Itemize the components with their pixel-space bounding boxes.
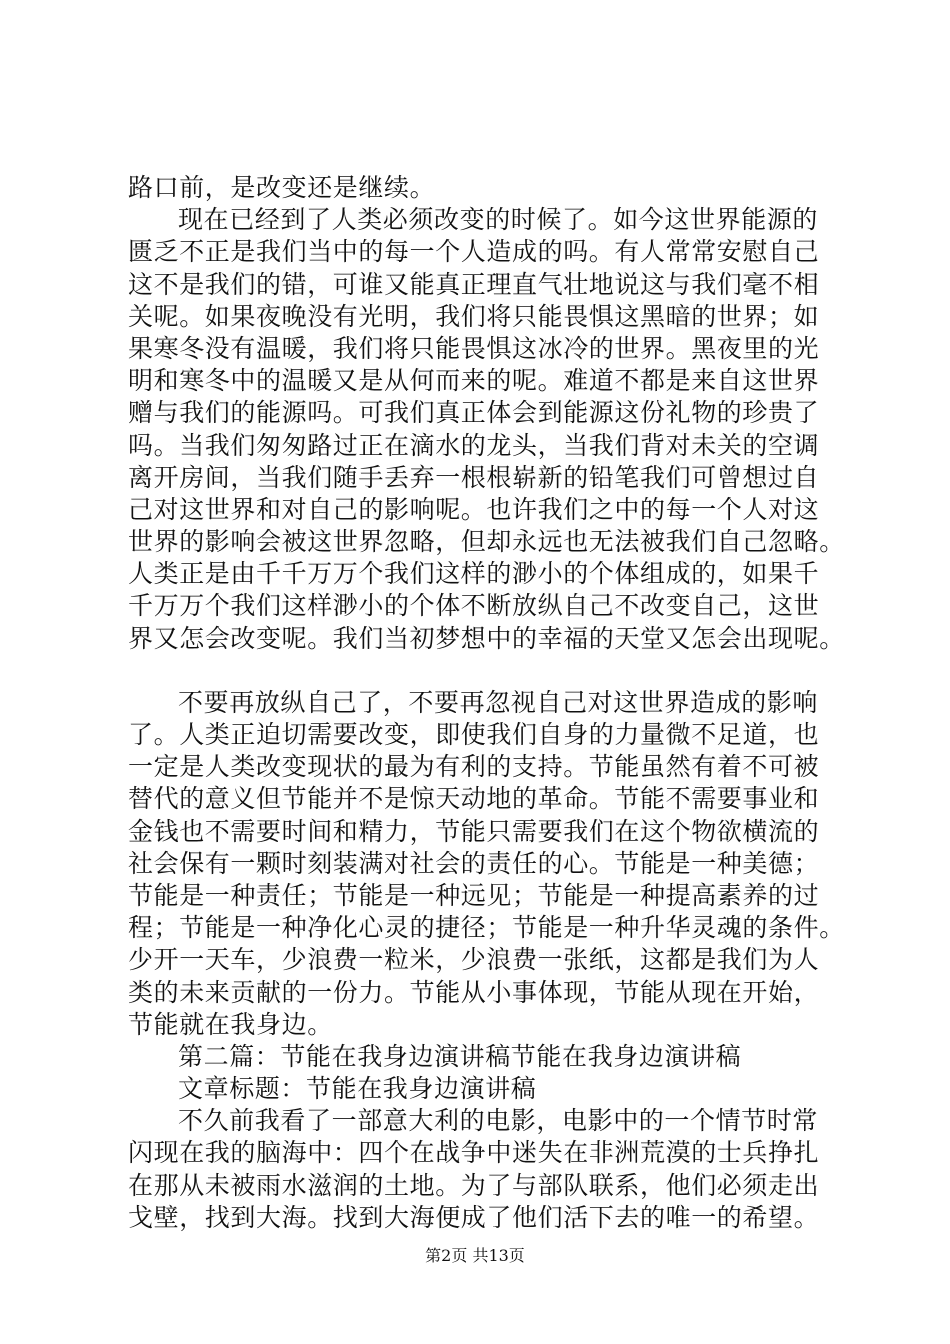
text-line: 闪现在我的脑海中：四个在战争中迷失在非洲荒漠的士兵挣扎 — [128, 1138, 820, 1168]
text-line: 人类正是由千千万万个我们这样的渺小的个体组成的，如果千 — [128, 559, 820, 589]
text-line: 界又怎会改变呢。我们当初梦想中的幸福的天堂又怎会出现呢。 — [128, 623, 845, 653]
paragraph-gap — [128, 655, 848, 687]
section-heading: 第二篇：节能在我身边演讲稿节能在我身边演讲稿 — [178, 1041, 742, 1071]
text-line: 一定是人类改变现状的最为有利的支持。节能虽然有着不可被 — [128, 752, 820, 782]
text-line: 匮乏不正是我们当中的每一个人造成的吗。有人常常安慰自己 — [128, 237, 820, 267]
text-line: 世界的影响会被这世界忽略，但却永远也无法被我们自己忽略。 — [128, 527, 845, 557]
text-line: 节能就在我身边。 — [128, 1009, 333, 1039]
paragraph-start: 现在已经到了人类必须改变的时候了。如今这世界能源的 — [178, 205, 819, 235]
paragraph-start: 不要再放纵自己了，不要再忽视自己对这世界造成的影响 — [178, 687, 819, 717]
text-line: 金钱也不需要时间和精力，节能只需要我们在这个物欲横流的 — [128, 816, 820, 846]
text-line: 己对这世界和对自己的影响呢。也许我们之中的每一个人对这 — [128, 494, 820, 524]
text-line: 离开房间，当我们随手丢弃一根根崭新的铅笔我们可曾想过自 — [128, 462, 820, 492]
text-line: 节能是一种责任；节能是一种远见；节能是一种提高素养的过 — [128, 880, 820, 910]
text-line: 赠与我们的能源吗。可我们真正体会到能源这份礼物的珍贵了 — [128, 398, 820, 428]
text-line: 果寒冬没有温暖，我们将只能畏惧这冰冷的世界。黑夜里的光 — [128, 333, 820, 363]
article-title: 文章标题：节能在我身边演讲稿 — [178, 1074, 537, 1104]
text-line: 路口前，是改变还是继续。 — [128, 173, 436, 202]
text-line: 吗。当我们匆匆路过正在滴水的龙头，当我们背对未关的空调 — [128, 430, 820, 460]
text-line: 替代的意义但节能并不是惊天动地的革命。节能不需要事业和 — [128, 784, 820, 814]
text-line: 戈壁，找到大海。找到大海便成了他们活下去的唯一的希望。 — [128, 1202, 820, 1232]
text-line: 在那从未被雨水滋润的土地。为了与部队联系，他们必须走出 — [128, 1170, 820, 1200]
text-line: 这不是我们的错，可谁又能真正理直气壮地说这与我们毫不相 — [128, 269, 820, 299]
text-line: 程；节能是一种净化心灵的捷径；节能是一种升华灵魂的条件。 — [128, 913, 845, 943]
page-number-footer: 第2页 共13页 — [425, 1246, 525, 1265]
text-line: 关呢。如果夜晚没有光明，我们将只能畏惧这黑暗的世界；如 — [128, 301, 820, 331]
text-line: 明和寒冬中的温暖又是从何而来的呢。难道不都是来自这世界 — [128, 366, 820, 396]
text-line: 少开一天车，少浪费一粒米，少浪费一张纸，这都是我们为人 — [128, 945, 820, 975]
paragraph-start: 不久前我看了一部意大利的电影，电影中的一个情节时常 — [178, 1106, 819, 1136]
text-line: 类的未来贡献的一份力。节能从小事体现，节能从现在开始， — [128, 977, 820, 1007]
document-body — [128, 172, 848, 1234]
text-line: 了。人类正迫切需要改变，即使我们自身的力量微不足道，也 — [128, 720, 820, 749]
text-line: 千万万个我们这样渺小的个体不断放纵自己不改变自己，这世 — [128, 591, 820, 621]
text-line: 社会保有一颗时刻装满对社会的责任的心。节能是一种美德； — [128, 848, 820, 878]
